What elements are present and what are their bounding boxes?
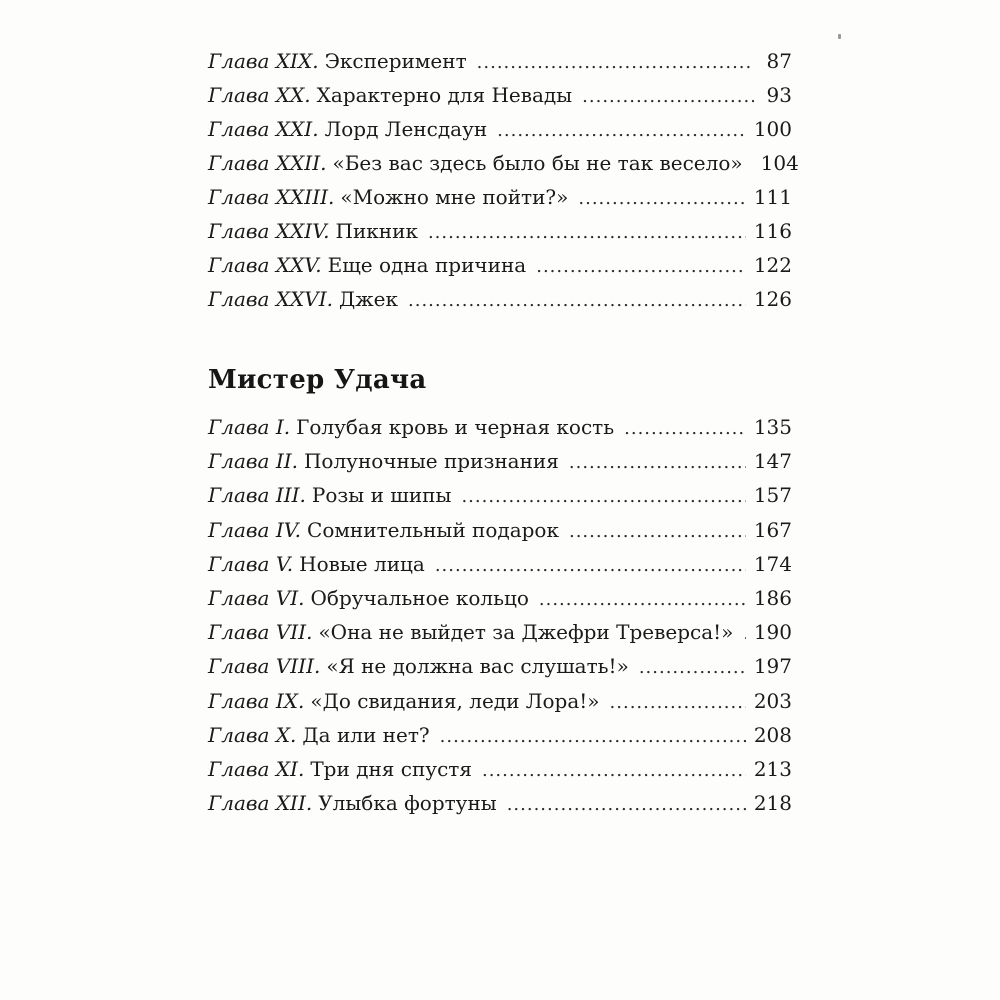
chapter-label: Глава V. bbox=[208, 551, 294, 576]
dot-leader bbox=[610, 686, 746, 720]
page-number: 116 bbox=[753, 219, 792, 243]
chapter-label: Глава XXI. bbox=[208, 117, 319, 141]
page-number: 135 bbox=[753, 415, 792, 439]
toc-row bbox=[208, 615, 792, 649]
dot-leader bbox=[743, 617, 745, 651]
chapter-title: Полуночные признания bbox=[303, 449, 559, 474]
page-number: 186 bbox=[753, 585, 792, 610]
chapter-title: Да или нет? bbox=[302, 722, 430, 747]
chapter-title: Сомнительный подарок bbox=[307, 517, 559, 542]
toc-list-part2 bbox=[208, 410, 792, 820]
toc-row bbox=[208, 581, 792, 615]
chapter-label: Глава IX. bbox=[208, 688, 305, 713]
toc-row bbox=[208, 513, 792, 547]
chapter-label: Глава XXVI. bbox=[208, 287, 333, 311]
dot-leader bbox=[536, 250, 746, 284]
toc-row bbox=[208, 478, 792, 512]
dot-leader bbox=[639, 651, 746, 685]
chapter-label: Глава XXIII. bbox=[208, 185, 335, 209]
page-number: 167 bbox=[753, 517, 792, 542]
toc-row bbox=[208, 718, 792, 752]
page-number: 197 bbox=[753, 654, 792, 679]
page-number: 122 bbox=[753, 253, 792, 277]
dot-leader bbox=[507, 788, 746, 822]
chapter-label: Глава IV. bbox=[208, 517, 302, 542]
toc-row bbox=[208, 180, 792, 214]
chapter-title: «Она не выйдет за Джефри Треверса!» bbox=[318, 620, 734, 645]
chapter-label: Глава I. bbox=[208, 415, 291, 439]
chapter-label: Глава XXII. bbox=[208, 151, 327, 175]
page-number: 104 bbox=[760, 151, 799, 175]
chapter-label: Глава VII. bbox=[208, 620, 313, 645]
chapter-label: Глава XI. bbox=[208, 756, 305, 781]
page-number: 126 bbox=[753, 287, 792, 311]
chapter-title: Лорд Ленсдаун bbox=[324, 117, 488, 141]
chapter-label: Глава XX. bbox=[208, 83, 311, 107]
dot-leader bbox=[408, 284, 746, 318]
page-number: 208 bbox=[753, 722, 792, 747]
page-number: 100 bbox=[753, 117, 792, 141]
dot-leader bbox=[482, 754, 746, 788]
chapter-title: Голубая кровь и черная кость bbox=[296, 415, 615, 439]
page-number: 147 bbox=[753, 449, 792, 474]
toc-row bbox=[208, 752, 792, 786]
dot-leader bbox=[477, 46, 754, 80]
toc-row bbox=[208, 684, 792, 718]
toc-list-part1 bbox=[208, 44, 799, 316]
chapter-title: Характерно для Невады bbox=[316, 83, 573, 107]
dot-leader bbox=[582, 80, 754, 114]
toc-row bbox=[208, 786, 792, 820]
chapter-label: Глава XXV. bbox=[208, 253, 322, 277]
chapter-label: Глава XII. bbox=[208, 791, 313, 816]
section-title: Мистер Удача bbox=[208, 365, 427, 395]
dot-leader bbox=[569, 446, 746, 480]
page-number: 203 bbox=[753, 688, 792, 713]
chapter-title: Розы и шипы bbox=[311, 483, 452, 508]
chapter-label: Глава VIII. bbox=[208, 654, 321, 679]
chapter-title: Новые лица bbox=[299, 551, 425, 576]
dot-leader bbox=[435, 549, 746, 583]
chapter-title: «Можно мне пойти?» bbox=[340, 185, 569, 209]
chapter-label: Глава VI. bbox=[208, 585, 305, 610]
chapter-label: Глава X. bbox=[208, 722, 297, 747]
toc-row bbox=[208, 44, 792, 78]
chapter-label: Глава II. bbox=[208, 449, 298, 474]
page-number: 218 bbox=[753, 791, 792, 816]
page-number: 157 bbox=[753, 483, 792, 508]
chapter-label: Глава XIX. bbox=[208, 49, 319, 73]
chapter-title: Пикник bbox=[335, 219, 418, 243]
toc-row bbox=[208, 248, 792, 282]
page-number: 111 bbox=[753, 185, 792, 209]
dot-leader bbox=[497, 114, 746, 148]
toc-row bbox=[208, 214, 792, 248]
toc-row bbox=[208, 410, 792, 444]
toc-row bbox=[208, 282, 792, 316]
toc-row bbox=[208, 112, 792, 146]
dot-leader bbox=[569, 515, 746, 549]
chapter-title: Еще одна причина bbox=[327, 253, 527, 277]
print-speck bbox=[838, 34, 841, 39]
toc-row bbox=[208, 649, 792, 683]
chapter-title: «Я не должна вас слушать!» bbox=[326, 654, 629, 679]
chapter-title: Три дня спустя bbox=[310, 756, 472, 781]
page-number: 93 bbox=[766, 83, 792, 107]
toc-row bbox=[208, 78, 792, 112]
chapter-title: Улыбка фортуны bbox=[318, 791, 497, 816]
chapter-label: Глава III. bbox=[208, 483, 306, 508]
page-number: 213 bbox=[753, 756, 792, 781]
dot-leader bbox=[428, 216, 746, 250]
dot-leader bbox=[624, 412, 746, 446]
chapter-title: «Без вас здесь было бы не так весело» bbox=[332, 151, 743, 175]
toc-row bbox=[208, 146, 799, 180]
chapter-title: Обручальное кольцо bbox=[310, 585, 529, 610]
page-number: 87 bbox=[766, 49, 792, 73]
toc-row bbox=[208, 547, 792, 581]
chapter-title: Джек bbox=[339, 287, 398, 311]
dot-leader bbox=[440, 720, 746, 754]
chapter-title: Эксперимент bbox=[324, 49, 467, 73]
page-number: 190 bbox=[753, 620, 792, 645]
chapter-label: Глава XXIV. bbox=[208, 219, 330, 243]
dot-leader bbox=[461, 480, 745, 514]
dot-leader bbox=[539, 583, 746, 617]
dot-leader bbox=[578, 182, 745, 216]
page-number: 174 bbox=[753, 551, 792, 576]
toc-row bbox=[208, 444, 792, 478]
chapter-title: «До свидания, леди Лора!» bbox=[310, 688, 600, 713]
